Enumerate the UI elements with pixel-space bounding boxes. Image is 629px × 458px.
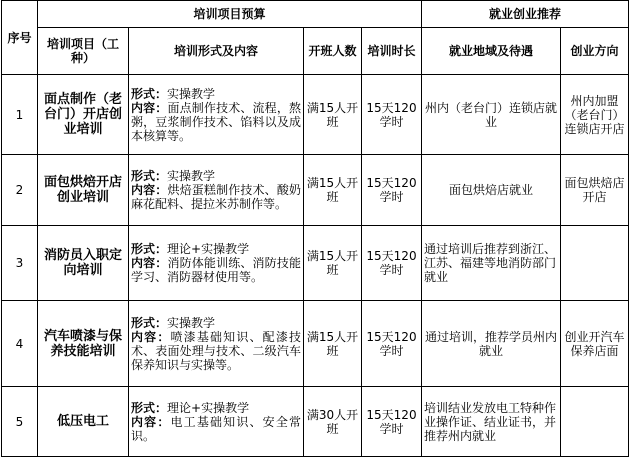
cell-form-content [129, 387, 304, 457]
cell-class-size: 满15人开班 [304, 75, 362, 155]
table-row [2, 155, 629, 226]
content-label: 内容： [131, 183, 168, 197]
cell-region-pay: 培训结业发放电工特种作业操作证、结业证书，并推荐州内就业 [422, 387, 561, 457]
table-row [2, 75, 629, 155]
form-value: 理论+实操教学 [167, 400, 250, 415]
cell-duration: 15天120学时 [362, 155, 422, 226]
cell-project: 低压电工 [38, 387, 129, 457]
content-label: 内容： [131, 100, 168, 115]
cell-class-size: 满15人开班 [304, 155, 362, 226]
cell-direction: 面包烘焙店开店 [561, 155, 629, 226]
cell-duration: 15天120学时 [362, 75, 422, 155]
cell-direction [561, 387, 629, 457]
header-direction: 创业方向 [561, 28, 629, 75]
content-label: 内容： [131, 414, 171, 429]
form-value: 实操教学 [167, 169, 216, 183]
form-label: 形式： [131, 315, 168, 330]
header-seq: 序号 [2, 1, 38, 75]
header-region-pay: 就业地域及待遇 [422, 28, 561, 75]
cell-form-content [129, 155, 304, 226]
form-value: 理论+实操教学 [167, 242, 250, 256]
cell-class-size: 满30人开班 [304, 387, 362, 457]
cell-form-content [129, 301, 304, 387]
content-value: 烘焙蛋糕制作技术、酸奶麻花配料、提拉米苏制作等。 [131, 183, 301, 211]
cell-project: 面包烘焙开店创业培训 [38, 155, 129, 226]
cell-seq: 1 [2, 75, 38, 155]
content-value: 消防体能训练、消防技能学习、消防器材使用等。 [131, 256, 301, 284]
cell-seq: 4 [2, 301, 38, 387]
header-duration: 培训时长 [362, 28, 422, 75]
cell-project: 面点制作（老台门）开店创业培训 [38, 75, 129, 155]
cell-seq: 5 [2, 387, 38, 457]
header-group-employment: 就业创业推荐 [422, 1, 629, 28]
content-label: 内容： [131, 329, 171, 344]
cell-duration: 15天120学时 [362, 301, 422, 387]
cell-duration: 15天120学时 [362, 387, 422, 457]
cell-region-pay: 通过培训后推荐到浙江、江苏、福建等地消防部门就业 [422, 226, 561, 301]
header-group-budget: 培训项目预算 [38, 1, 422, 28]
cell-direction [561, 226, 629, 301]
cell-region-pay: 通过培训，推荐学员州内就业 [422, 301, 561, 387]
form-value: 实操教学 [167, 315, 216, 330]
cell-project: 汽车喷漆与保养技能培训 [38, 301, 129, 387]
cell-project: 消防员入职定向培训 [38, 226, 129, 301]
header-form-content: 培训形式及内容 [129, 28, 304, 75]
form-label: 形式： [131, 86, 168, 101]
form-value: 实操教学 [167, 86, 216, 101]
header-project: 培训项目（工种） [38, 28, 129, 75]
cell-form-content [129, 226, 304, 301]
cell-class-size: 满15人开班 [304, 301, 362, 387]
content-label: 内容： [131, 256, 168, 270]
cell-seq: 3 [2, 226, 38, 301]
content-value: 喷漆基础知识、配漆技术、表面处理与技术、二级汽车保养知识与实操等。 [131, 329, 301, 372]
table-row [2, 226, 629, 301]
table-row [2, 387, 629, 457]
cell-seq: 2 [2, 155, 38, 226]
cell-region-pay: 面包烘焙店就业 [422, 155, 561, 226]
cell-direction: 创业开汽车保养店面 [561, 301, 629, 387]
cell-class-size: 满15人开班 [304, 226, 362, 301]
header-class-size: 开班人数 [304, 28, 362, 75]
cell-duration: 15天120学时 [362, 226, 422, 301]
form-label: 形式： [131, 169, 168, 183]
table-row [2, 301, 629, 387]
form-label: 形式： [131, 242, 168, 256]
form-label: 形式： [131, 400, 168, 415]
training-table [1, 0, 629, 457]
content-value: 面点制作技术、流程，熬粥，豆浆制作技术、馅料以及成本核算等。 [131, 100, 301, 143]
cell-region-pay: 州内（老台门）连锁店就业 [422, 75, 561, 155]
cell-direction: 州内加盟（老台门）连锁店开店 [561, 75, 629, 155]
cell-form-content [129, 75, 304, 155]
content-value: 电工基础知识、安全常识。 [131, 414, 301, 443]
